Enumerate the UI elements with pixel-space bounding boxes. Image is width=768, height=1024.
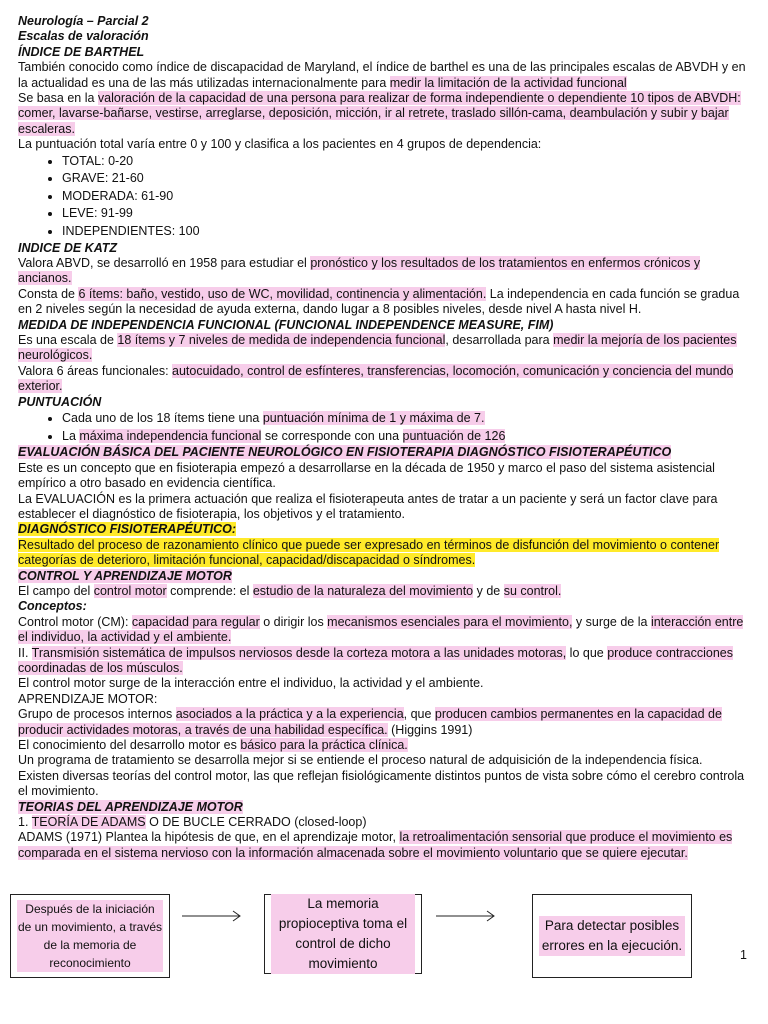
fim-paragraph-2: Valora 6 áreas funcionales: autocuidado, control de esfínteres, transferencias, locomoción, comunicación y conciencia del mundo exterior. — [18, 363, 734, 394]
page-number: 1 — [740, 948, 747, 962]
fim-paragraph-1: Es una escala de 18 ítems y 7 niveles de medida de independencia funcional, desarrollada para medir la mejoría de los pacientes neurológicos. — [18, 333, 737, 363]
list-item: • MODERADA: 61-90 — [62, 188, 748, 206]
katz-paragraph-2: Consta de 6 ítems: baño, vestido, uso de WC, movilidad, continencia y alimentación. La independencia en cada función se gradua en 2 niveles según la necesidad de ayuda externa, dando lugar a 8 posibles niveles, desde nivel A hasta nivel H. — [18, 286, 740, 317]
flow-box-iniciacion: Después de la iniciación de un movimiento, a través de la memoria de reconocimiento — [10, 894, 170, 978]
doc-title: Neurología – Parcial 2 — [18, 14, 149, 28]
document-body — [18, 14, 748, 861]
heading-puntuacion: PUNTUACIÓN — [18, 394, 102, 409]
control-paragraph-1: El campo del control motor comprende: el estudio de la naturaleza del movimiento y de su control. — [18, 583, 562, 598]
control-motor-definition: Control motor (CM): capacidad para regular o dirigir los mecanismos esenciales para el movimiento, y surge de la interacción entre el individuo, la actividad y el ambiente. — [18, 614, 744, 645]
teorias-intro-paragraph: Existen diversas teorías del control motor, las que reflejan fisiológicamente distintos puntos de vista sobre cómo el cerebro controla el movimiento. — [18, 768, 745, 799]
heading-fim: MEDIDA DE INDEPENDENCIA FUNCIONAL (FUNCIONAL INDEPENDENCE MEASURE, FIM) — [18, 317, 554, 332]
arrow-right-icon — [182, 909, 244, 923]
heading-diagnostico: DIAGNÓSTICO FISIOTERAPÉUTICO: — [18, 522, 237, 537]
heading-teorias: TEORIAS DEL APRENDIZAJE MOTOR — [18, 799, 243, 814]
arrow-right-icon — [436, 909, 498, 923]
section-heading-escalas: Escalas de valoración — [18, 29, 149, 44]
heading-barthel: ÍNDICE DE BARTHEL — [18, 44, 145, 59]
barthel-paragraph-1: También conocido como índice de discapacidad de Maryland, el índice de barthel es una de las principales escalas de ABVDH y en la actualidad es una de las más utilizadas internacionalmente para medir la limitación de la actividad funcional — [18, 60, 746, 90]
heading-control-aprendizaje: CONTROL Y APRENDIZAJE MOTOR — [18, 568, 232, 583]
aprendizaje-definition: Grupo de procesos internos asociados a la práctica y a la experiencia, que producen cambios permanentes en la capacidad de producir actividades motoras, a través de una habilidad específica. (Higgins 1991) — [18, 707, 722, 737]
list-item: • LEVE: 91-99 — [62, 205, 748, 223]
puntuacion-list — [18, 410, 748, 445]
dependency-list — [18, 153, 748, 241]
heading-evaluacion: EVALUACIÓN BÁSICA DEL PACIENTE NEUROLÓGICO EN FISIOTERAPIA DIAGNÓSTICO FISIOTERAPÉUTICO — [18, 445, 672, 460]
evaluacion-paragraph-1: Este es un concepto que en fisioterapia empezó a desarrollarse en la década de 1950 y marco el paso del sistema asistencial empírico a otro basado en evidencia científica. — [18, 460, 715, 491]
list-item: • GRAVE: 21-60 — [62, 170, 748, 188]
list-item: • La máxima independencia funcional se corresponde con una puntuación de 126 — [62, 428, 748, 446]
diagnostico-definition: Resultado del proceso de razonamiento clínico que puede ser expresado en términos de disfunción del movimiento o contener categorías de deterioro, limitación funcional, capacidad/discapacidad o síndromes. — [18, 537, 720, 568]
heading-katz: INDICE DE KATZ — [18, 240, 118, 255]
teoria-adams-title: 1. TEORÍA DE ADAMS O DE BUCLE CERRADO (closed-loop) — [18, 815, 367, 830]
list-item: • Cada uno de los 18 ítems tiene una puntuación mínima de 1 y máxima de 7. — [62, 410, 748, 428]
barthel-paragraph-3: La puntuación total varía entre 0 y 100 y clasifica a los pacientes en 4 grupos de dependencia: — [18, 137, 542, 152]
katz-paragraph-1: Valora ABVD, se desarrolló en 1958 para estudiar el pronóstico y los resultados de los tratamientos en enfermos crónicos y ancianos. — [18, 256, 701, 286]
conocimiento-paragraph: El conocimiento del desarrollo motor es básico para la práctica clínica. — [18, 738, 408, 752]
evaluacion-paragraph-2: La EVALUACIÓN es la primera actuación que realiza el fisioterapeuta antes de tratar a un paciente y será un factor clave para establecer el diagnóstico de fisioterapia, los objetivos y el tratamiento. — [18, 491, 718, 521]
list-item: • TOTAL: 0-20 — [62, 153, 748, 171]
barthel-paragraph-2: Se basa en la valoración de la capacidad de una persona para realizar de forma independiente o dependiente 10 tipos de ABVDH: comer, lavarse-bañarse, vestirse, arreglarse, deposición, micción, ir al retrete, traslado sillón-cama, deambulación y subir y bajar escaleras. — [18, 91, 741, 136]
flow-box-errores: Para detectar posibles errores en la ejecución. — [532, 894, 692, 978]
list-item: • INDEPENDIENTES: 100 — [62, 223, 748, 241]
heading-conceptos: Conceptos: — [18, 599, 87, 614]
programa-paragraph: Un programa de tratamiento se desarrolla mejor si se entiende el proceso natural de adquisición de la independencia física. — [18, 753, 703, 768]
control-motor-surge: El control motor surge de la interacción entre el individuo, la actividad y el ambiente. — [18, 676, 484, 691]
flow-box-memoria: La memoria propioceptiva toma el control de dicho movimiento — [264, 894, 422, 974]
adams-paragraph: ADAMS (1971) Plantea la hipótesis de que, en el aprendizaje motor, la retroalimentación sensorial que produce el movimiento es comparada en el sistema nervioso con la información almacenada sobre el movimiento voluntario que se quiere ejecutar. — [18, 830, 733, 860]
flow-diagram — [10, 894, 750, 984]
aprendizaje-motor-label: APRENDIZAJE MOTOR: — [18, 691, 158, 706]
control-motor-ii: II. Transmisión sistemática de impulsos nerviosos desde la corteza motora a las unidades motoras, lo que produce contracciones coordinadas de los músculos. — [18, 645, 733, 675]
